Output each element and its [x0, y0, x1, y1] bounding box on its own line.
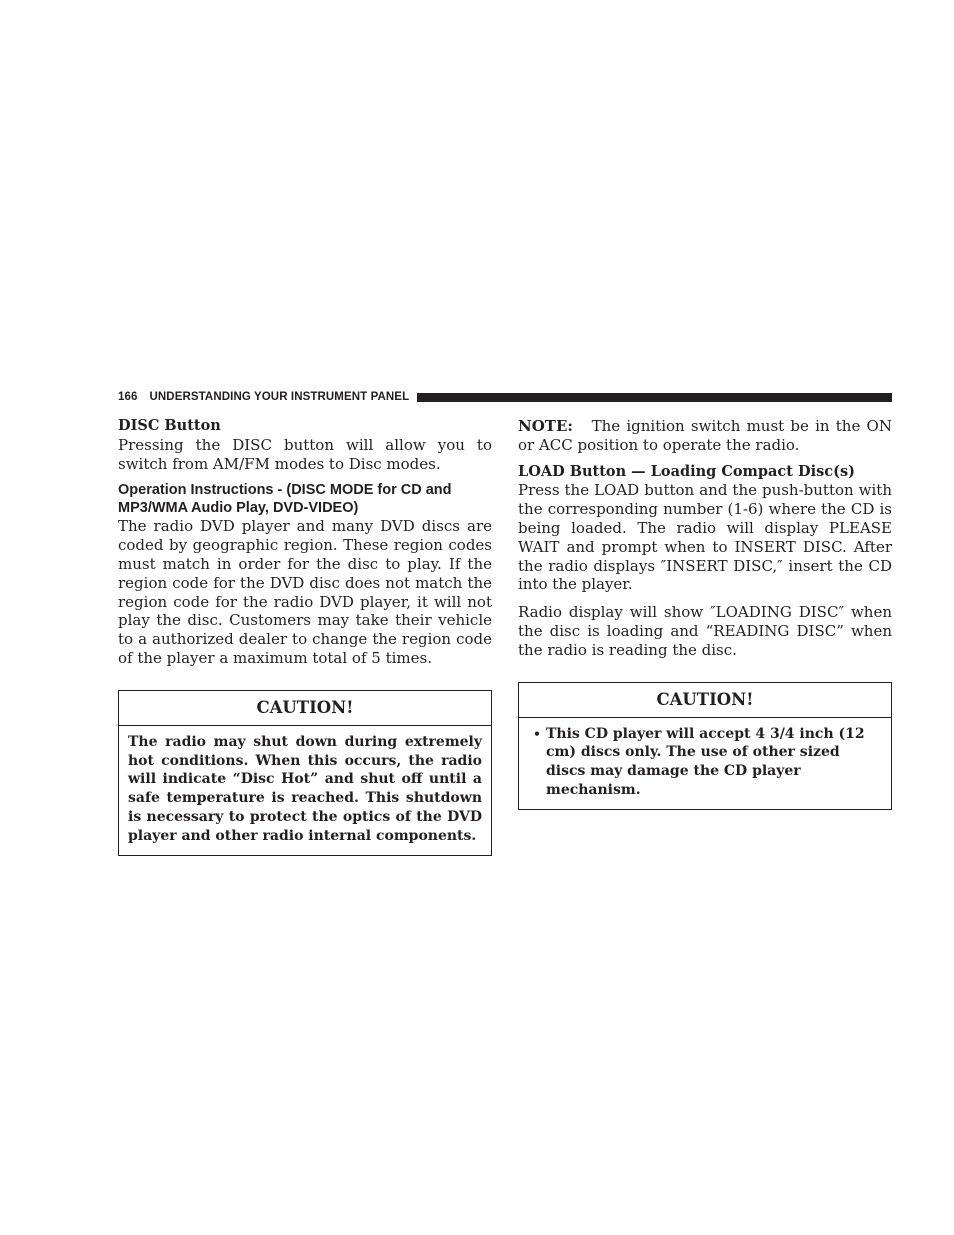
section-title: UNDERSTANDING YOUR INSTRUMENT PANEL — [149, 391, 410, 403]
operation-instructions-text: The radio DVD player and many DVD discs are coded by geographic region. These region codes must match in order for the disc to play. If the region code for the DVD disc does not match the region code for the radio DVD player, it will not play the disc. Customers may take their vehicle to a authorized dealer to change the region code of the player a maximum total of 5 times. — [118, 517, 492, 667]
caution-title-left: CAUTION! — [119, 691, 491, 726]
note-label: NOTE: — [518, 417, 573, 435]
bullet-icon: • — [533, 726, 541, 741]
disc-button-text: Pressing the DISC button will allow you to switch from AM/FM modes to Disc modes. — [118, 435, 492, 473]
left-column — [118, 417, 492, 856]
load-button-heading: LOAD Button — Loading Compact Disc(s) — [518, 462, 855, 480]
disc-button-heading: DISC Button — [118, 417, 221, 434]
note-text: The ignition switch must be in the ON or ACC position to operate the radio. — [518, 417, 892, 454]
operation-instructions-heading: Operation Instructions - (DISC MODE for CD and MP3/WMA Audio Play, DVD-VIDEO) — [118, 482, 452, 517]
caution-box-left — [118, 690, 492, 856]
header-rule — [417, 393, 892, 402]
caution-text-left: The radio may shut down during extremely hot conditions. When this occurs, the radio will indicate “Disc Hot” and shut off until a safe temperature is reached. This shutdown is necessary to protect the optics of the DVD player and other radio internal components. — [128, 733, 482, 844]
caution-box-right — [518, 682, 892, 810]
page-header — [118, 390, 892, 404]
page-number: 166 — [118, 391, 138, 403]
note-paragraph — [518, 417, 892, 455]
caution-text-right: This CD player will accept 4 3/4 inch (12 cm) discs only. The use of other sized discs may damage the CD player mechanism. — [546, 725, 865, 798]
caution-title-right: CAUTION! — [519, 683, 891, 718]
caution-bullet-item — [519, 718, 891, 809]
load-button-text: Press the LOAD button and the push-button with the corresponding number (1-6) where the CD is being loaded. The radio will display PLEASE WAIT and prompt when to INSERT DISC. After the radio displays ″INSERT DISC,″ insert the CD into the player. — [518, 481, 892, 594]
right-column — [518, 417, 892, 810]
radio-display-text: Radio display will show ″LOADING DISC″ when the disc is loading and “READING DISC” when the radio is reading the disc. — [518, 603, 892, 659]
